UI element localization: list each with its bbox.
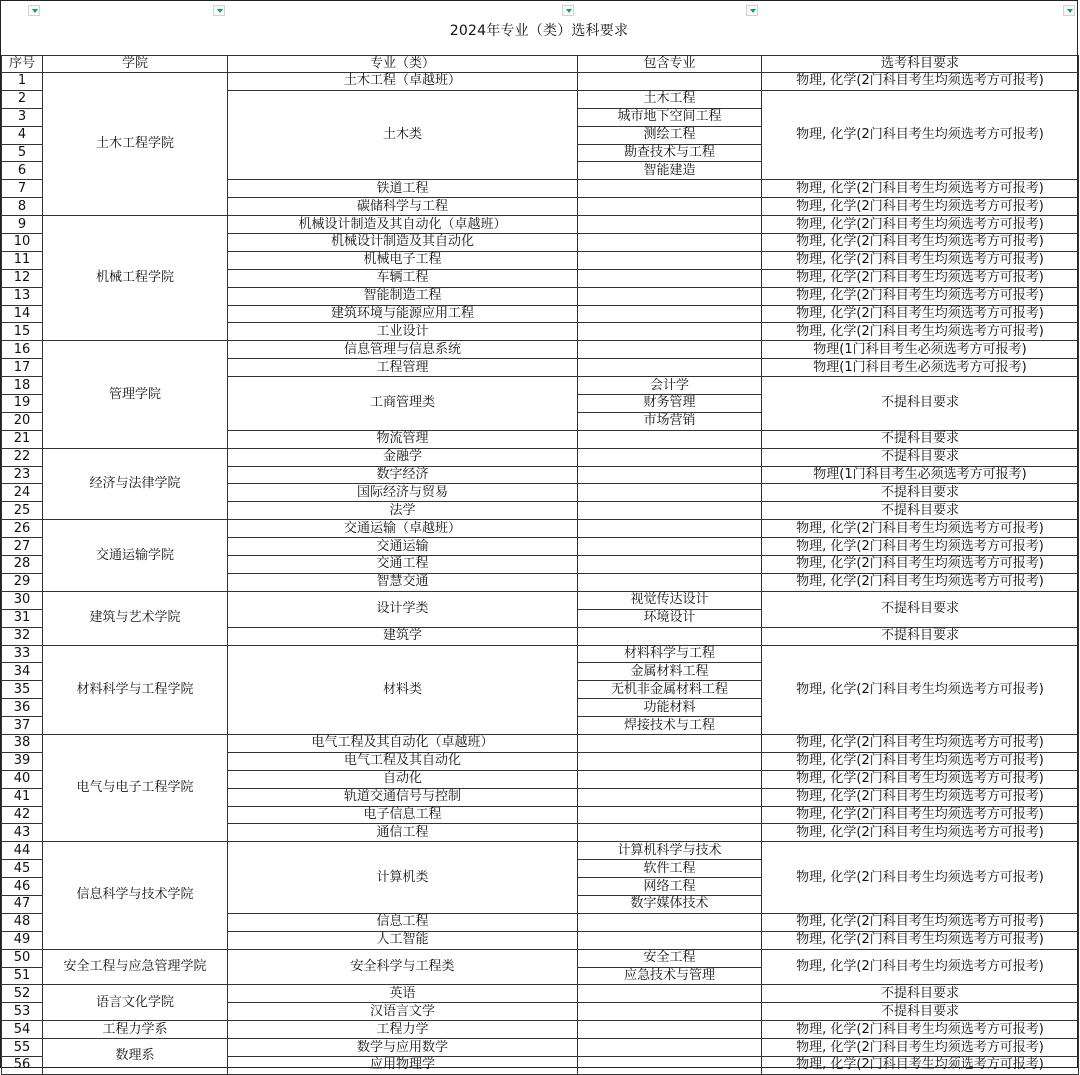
row-index: 2 [2,90,43,108]
row-index: 1 [2,73,43,91]
table-row [2,734,1079,752]
sub-major-cell [578,198,762,216]
college-cell: 机械工程学院 [43,216,228,341]
requirement-cell: 物理, 化学(2门科目考生均须选考方可报考) [762,1056,1079,1074]
college-cell: 经济与法律学院 [43,448,228,520]
college-cell: 土木工程学院 [43,73,228,216]
sub-major-cell: 功能材料 [578,699,762,717]
requirement-cell: 不提科目要求 [762,484,1079,502]
row-index: 11 [2,251,43,269]
requirement-cell: 物理, 化学(2门科目考生均须选考方可报考) [762,556,1079,574]
college-cell: 工程力学系 [43,1021,228,1039]
row-index: 50 [2,949,43,967]
header-major: 专业（类） [228,56,578,73]
row-index: 4 [2,126,43,144]
major-cell: 交通工程 [228,556,578,574]
major-cell: 法学 [228,502,578,520]
requirement-cell: 物理, 化学(2门科目考生均须选考方可报考) [762,734,1079,752]
filter-dropdown-icon[interactable] [562,5,574,16]
major-cell: 计算机类 [228,842,578,914]
requirement-cell: 物理, 化学(2门科目考生均须选考方可报考) [762,788,1079,806]
row-index: 47 [2,895,43,913]
sub-major-cell [578,538,762,556]
sub-major-cell: 环境设计 [578,609,762,627]
major-cell: 通信工程 [228,824,578,842]
requirement-cell: 不提科目要求 [762,591,1079,627]
requirement-cell: 不提科目要求 [762,502,1079,520]
college-cell: 电气与电子工程学院 [43,734,228,841]
row-index: 45 [2,860,43,878]
major-cell: 汉语言文学 [228,1003,578,1021]
row-index: 46 [2,878,43,896]
major-cell: 安全科学与工程类 [228,949,578,985]
requirement-cell: 物理, 化学(2门科目考生均须选考方可报考) [762,73,1079,91]
requirements-table [1,55,1079,1075]
college-cell: 语言文化学院 [43,985,228,1021]
major-cell: 应用物理学 [228,1056,578,1074]
major-cell: 轨道交通信号与控制 [228,788,578,806]
sub-major-cell: 金属材料工程 [578,663,762,681]
major-cell: 智慧交通 [228,573,578,591]
major-cell: 车辆工程 [228,269,578,287]
table-row [2,949,1079,967]
major-cell: 物流管理 [228,430,578,448]
requirement-cell: 物理, 化学(2门科目考生均须选考方可报考) [762,842,1079,914]
sub-major-cell [578,341,762,359]
major-cell: 数字经济 [228,466,578,484]
sub-major-cell [578,323,762,341]
major-cell: 人工智能 [228,931,578,949]
requirement-cell: 不提科目要求 [762,627,1079,645]
filter-dropdown-icon[interactable] [1063,5,1075,16]
requirement-cell: 物理, 化学(2门科目考生均须选考方可报考) [762,573,1079,591]
row-index: 34 [2,663,43,681]
requirement-cell: 物理, 化学(2门科目考生均须选考方可报考) [762,216,1079,234]
sub-major-cell: 土木工程 [578,90,762,108]
sub-major-cell [578,556,762,574]
requirement-cell: 不提科目要求 [762,1003,1079,1021]
table-row [2,985,1079,1003]
major-cell: 信息管理与信息系统 [228,341,578,359]
row-index: 41 [2,788,43,806]
sub-major-cell [578,269,762,287]
sub-major-cell: 数字媒体技术 [578,895,762,913]
sub-major-cell: 财务管理 [578,395,762,413]
requirement-cell: 不提科目要求 [762,448,1079,466]
header-index: 序号 [2,56,43,73]
row-index: 32 [2,627,43,645]
row-index: 9 [2,216,43,234]
sub-major-cell [578,824,762,842]
major-cell: 工商管理类 [228,377,578,431]
header-row [2,56,1079,73]
sub-major-cell [578,502,762,520]
title-row [1,1,1077,55]
table-row [2,448,1079,466]
row-index: 43 [2,824,43,842]
row-index: 26 [2,520,43,538]
requirement-cell: 物理, 化学(2门科目考生均须选考方可报考) [762,913,1079,931]
sub-major-cell [578,430,762,448]
sub-major-cell [578,770,762,788]
requirement-cell: 物理, 化学(2门科目考生均须选考方可报考) [762,251,1079,269]
requirement-cell: 物理, 化学(2门科目考生均须选考方可报考) [762,520,1079,538]
row-index: 17 [2,359,43,377]
requirement-cell: 物理, 化学(2门科目考生均须选考方可报考) [762,645,1079,734]
major-cell: 电气工程及其自动化（卓越班） [228,734,578,752]
row-index: 16 [2,341,43,359]
row-index: 30 [2,591,43,609]
table-row [2,216,1079,234]
requirement-cell: 物理, 化学(2门科目考生均须选考方可报考) [762,1039,1079,1057]
row-index: 15 [2,323,43,341]
sub-major-cell [578,806,762,824]
major-cell: 英语 [228,985,578,1003]
sub-major-cell [578,484,762,502]
row-index: 31 [2,609,43,627]
row-index: 19 [2,395,43,413]
requirement-cell: 不提科目要求 [762,985,1079,1003]
row-index: 28 [2,556,43,574]
sub-major-cell [578,752,762,770]
row-index: 14 [2,305,43,323]
row-index: 33 [2,645,43,663]
sub-major-cell: 焊接技术与工程 [578,717,762,735]
requirement-cell: 物理, 化学(2门科目考生均须选考方可报考) [762,1021,1079,1039]
major-cell: 材料类 [228,645,578,734]
major-cell: 工程管理 [228,359,578,377]
sub-major-cell: 勘查技术与工程 [578,144,762,162]
table-row [2,1021,1079,1039]
header-requirement: 选考科目要求 [762,56,1079,73]
requirement-cell: 物理, 化学(2门科目考生均须选考方可报考) [762,269,1079,287]
sub-major-cell: 测绘工程 [578,126,762,144]
requirement-cell: 物理, 化学(2门科目考生均须选考方可报考) [762,770,1079,788]
row-index: 49 [2,931,43,949]
row-index: 38 [2,734,43,752]
major-cell: 设计学类 [228,591,578,627]
row-index: 21 [2,430,43,448]
requirement-cell: 物理, 化学(2门科目考生均须选考方可报考) [762,180,1079,198]
sub-major-cell: 智能建造 [578,162,762,180]
row-index: 12 [2,269,43,287]
sub-major-cell: 城市地下空间工程 [578,108,762,126]
row-index: 53 [2,1003,43,1021]
sub-major-cell [578,1056,762,1074]
row-index: 20 [2,412,43,430]
table-row [2,1039,1079,1057]
major-cell: 工业设计 [228,323,578,341]
requirement-cell: 不提科目要求 [762,377,1079,431]
major-cell: 土木类 [228,90,578,179]
major-cell: 数学与应用数学 [228,1039,578,1057]
table-row [2,591,1079,609]
table-row [2,645,1079,663]
row-index: 44 [2,842,43,860]
college-cell: 建筑与艺术学院 [43,591,228,645]
requirement-cell: 物理, 化学(2门科目考生均须选考方可报考) [762,824,1079,842]
sub-major-cell: 会计学 [578,377,762,395]
sub-major-cell: 软件工程 [578,860,762,878]
major-cell: 碳储科学与工程 [228,198,578,216]
requirement-cell: 物理, 化学(2门科目考生均须选考方可报考) [762,287,1079,305]
sub-major-cell [578,520,762,538]
row-index: 29 [2,573,43,591]
table-row [2,842,1079,860]
sub-major-cell [578,251,762,269]
requirement-cell: 物理, 化学(2门科目考生均须选考方可报考) [762,806,1079,824]
major-cell: 工程力学 [228,1021,578,1039]
requirement-cell: 物理, 化学(2门科目考生均须选考方可报考) [762,198,1079,216]
sub-major-cell [578,359,762,377]
sub-major-cell: 市场营销 [578,412,762,430]
major-cell: 电子信息工程 [228,806,578,824]
major-cell: 交通运输（卓越班） [228,520,578,538]
row-index: 23 [2,466,43,484]
row-index: 55 [2,1039,43,1057]
college-cell: 交通运输学院 [43,520,228,592]
header-sub-majors: 包含专业 [578,56,762,73]
requirement-cell: 物理(1门科目考生必须选考方可报考) [762,466,1079,484]
row-index: 3 [2,108,43,126]
college-cell: 数理系 [43,1039,228,1075]
major-cell: 信息工程 [228,913,578,931]
sub-major-cell [578,913,762,931]
major-cell: 机械电子工程 [228,251,578,269]
sub-major-cell [578,216,762,234]
sub-major-cell [578,287,762,305]
major-cell: 土木工程（卓越班） [228,73,578,91]
filter-dropdown-icon[interactable] [746,5,758,16]
row-index: 37 [2,717,43,735]
requirement-cell: 物理(1门科目考生必须选考方可报考) [762,359,1079,377]
sub-major-cell: 应急技术与管理 [578,967,762,985]
sub-major-cell [578,931,762,949]
major-cell: 机械设计制造及其自动化 [228,234,578,252]
college-cell: 管理学院 [43,341,228,448]
row-index: 40 [2,770,43,788]
header-college: 学院 [43,56,228,73]
row-index: 52 [2,985,43,1003]
sub-major-cell [578,1039,762,1057]
college-cell: 安全工程与应急管理学院 [43,949,228,985]
major-cell: 交通运输 [228,538,578,556]
sub-major-cell [578,788,762,806]
table-body [2,73,1079,1075]
table-row [2,73,1079,91]
sub-major-cell [578,573,762,591]
major-cell: 建筑学 [228,627,578,645]
requirement-cell: 物理, 化学(2门科目考生均须选考方可报考) [762,752,1079,770]
sub-major-cell [578,234,762,252]
row-index: 48 [2,913,43,931]
sub-major-cell [578,180,762,198]
major-cell: 电气工程及其自动化 [228,752,578,770]
sub-major-cell [578,1003,762,1021]
requirement-cell: 不提科目要求 [762,430,1079,448]
major-cell: 国际经济与贸易 [228,484,578,502]
row-index: 8 [2,198,43,216]
row-index: 22 [2,448,43,466]
requirement-cell: 物理(1门科目考生必须选考方可报考) [762,341,1079,359]
sub-major-cell: 安全工程 [578,949,762,967]
row-index: 51 [2,967,43,985]
major-cell: 智能制造工程 [228,287,578,305]
sub-major-cell: 网络工程 [578,878,762,896]
requirement-cell: 物理, 化学(2门科目考生均须选考方可报考) [762,234,1079,252]
sub-major-cell: 视觉传达设计 [578,591,762,609]
row-index: 10 [2,234,43,252]
requirement-cell: 物理, 化学(2门科目考生均须选考方可报考) [762,538,1079,556]
row-index: 42 [2,806,43,824]
row-index: 36 [2,699,43,717]
major-cell: 铁道工程 [228,180,578,198]
major-cell: 机械设计制造及其自动化（卓越班） [228,216,578,234]
row-index: 13 [2,287,43,305]
requirement-cell: 物理, 化学(2门科目考生均须选考方可报考) [762,949,1079,985]
college-cell: 材料科学与工程学院 [43,645,228,734]
table-row [2,341,1079,359]
major-cell: 金融学 [228,448,578,466]
row-index: 5 [2,144,43,162]
row-index: 18 [2,377,43,395]
row-index: 54 [2,1021,43,1039]
requirement-cell: 物理, 化学(2门科目考生均须选考方可报考) [762,305,1079,323]
requirement-cell: 物理, 化学(2门科目考生均须选考方可报考) [762,931,1079,949]
row-index: 6 [2,162,43,180]
sub-major-cell [578,73,762,91]
row-index: 39 [2,752,43,770]
row-index: 25 [2,502,43,520]
sub-major-cell [578,448,762,466]
row-index: 24 [2,484,43,502]
sub-major-cell [578,985,762,1003]
sub-major-cell: 无机非金属材料工程 [578,681,762,699]
major-cell: 自动化 [228,770,578,788]
college-cell: 信息科学与技术学院 [43,842,228,949]
filter-dropdown-icon[interactable] [213,5,225,16]
filter-dropdown-icon[interactable] [28,5,40,16]
sub-major-cell: 计算机科学与技术 [578,842,762,860]
sub-major-cell [578,466,762,484]
requirement-cell: 物理, 化学(2门科目考生均须选考方可报考) [762,90,1079,179]
table-row [2,520,1079,538]
row-index: 35 [2,681,43,699]
sub-major-cell: 材料科学与工程 [578,645,762,663]
sheet-title: 2024年专业（类）选科要求 [449,23,629,39]
row-index: 27 [2,538,43,556]
sub-major-cell [578,305,762,323]
sub-major-cell [578,734,762,752]
row-index: 7 [2,180,43,198]
sub-major-cell [578,627,762,645]
row-index: 56 [2,1056,43,1074]
sub-major-cell [578,1021,762,1039]
major-cell: 建筑环境与能源应用工程 [228,305,578,323]
requirement-cell: 物理, 化学(2门科目考生均须选考方可报考) [762,323,1079,341]
